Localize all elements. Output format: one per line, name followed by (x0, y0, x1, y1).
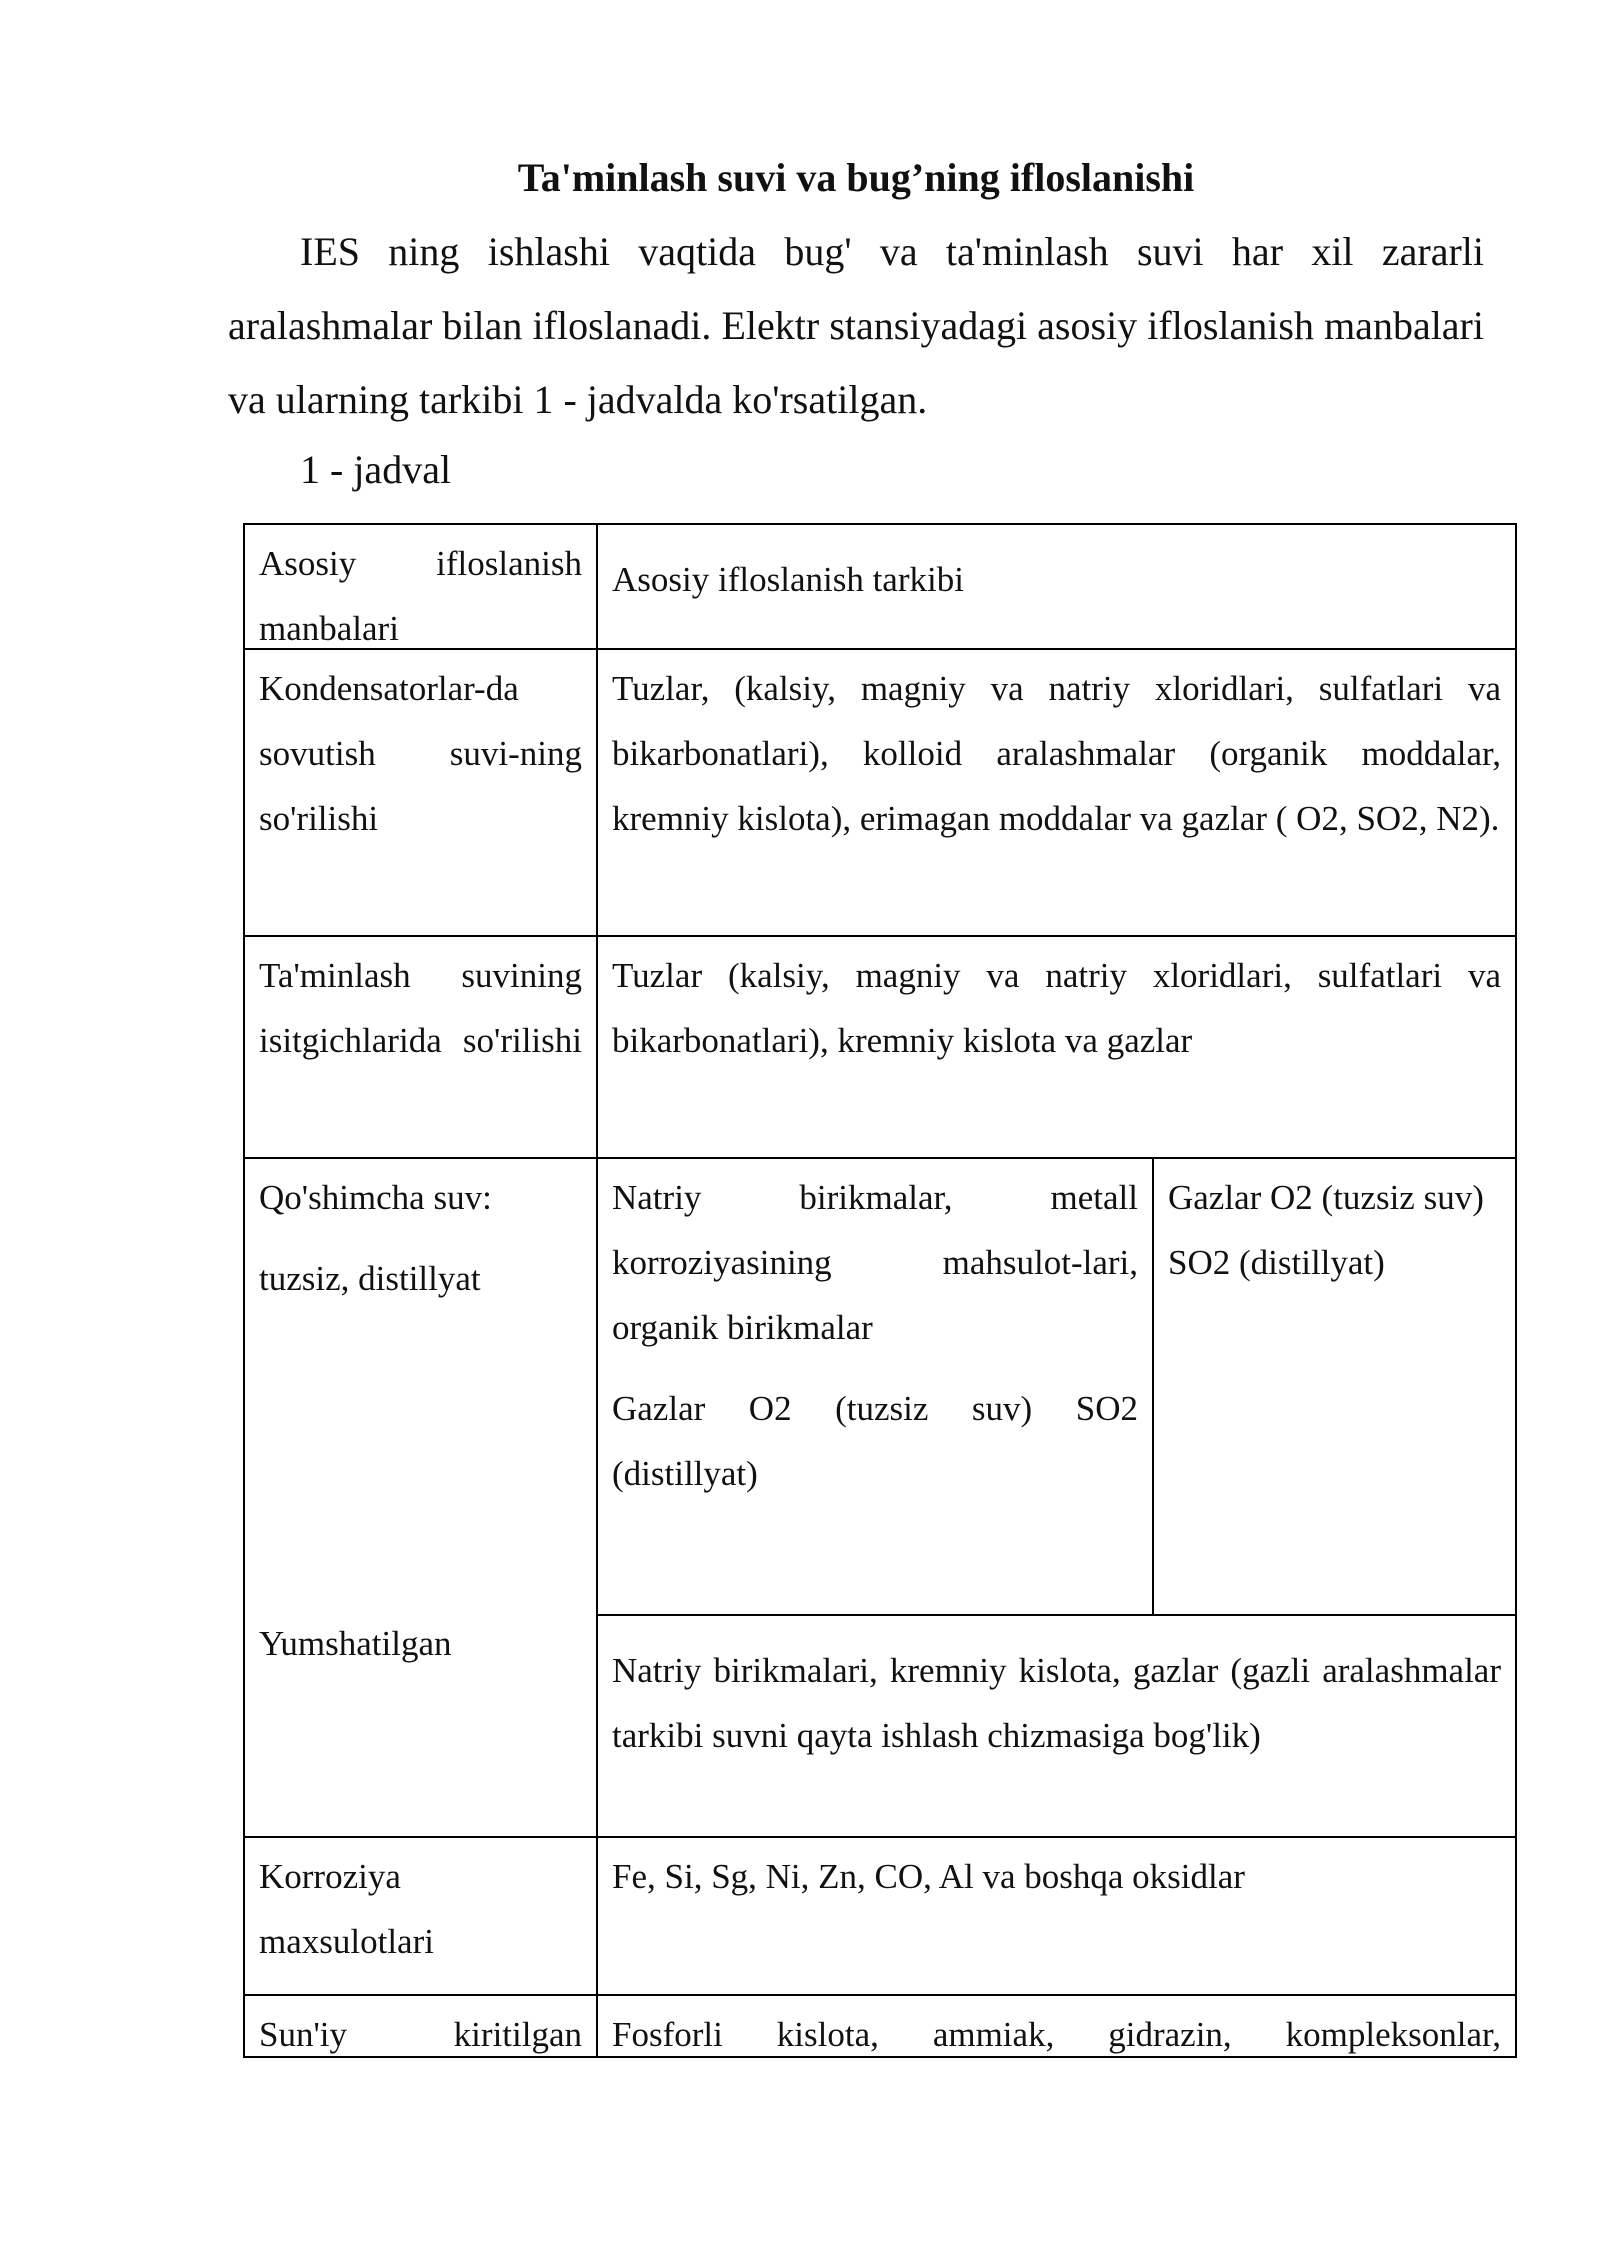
table-row-5-content (596, 1836, 1517, 1996)
row4-source-text: Yumshatilgan (259, 1624, 452, 1663)
row3-source-line1: Qo'shimcha suv: (259, 1178, 492, 1217)
row5-content-text: Fe, Si, Sg, Ni, Zn, CO, Al va boshqa oksidlar (612, 1857, 1245, 1896)
header-col1-text: Asosiy ifloslanish manbalari (259, 544, 582, 648)
row6-source-text: Sun'iy kiritilgan (259, 2015, 582, 2054)
table-row-5-source (243, 1836, 598, 1996)
table-row-2-source (243, 935, 598, 1159)
table-row-1-content (596, 648, 1517, 937)
table-row-6-source (243, 1994, 598, 2058)
document-title: Ta'minlash suvi va bug’ning ifloslanishi (517, 155, 1195, 200)
row2-source-text: Ta'minlash suvining isitgichlarida so'rilishi (259, 956, 582, 1060)
header-col2-text: Asosiy ifloslanish tarkibi (612, 560, 964, 599)
table-row-3-content-right (1152, 1157, 1517, 1616)
table-row-3-content-left (596, 1157, 1154, 1616)
table-row-4-content (596, 1614, 1517, 1838)
table-header-col1 (243, 523, 598, 650)
row4-content-text: Natriy birikmalari, kremniy kislota, gazlar (gazli aralashmalar tarkibi suvni qayta ishlash chizmasiga bog'lik) (612, 1651, 1501, 1755)
row1-source-text: Kondensatorlar-da sovutish suvi-ning so'rilishi (259, 669, 582, 838)
table-header-col2 (596, 523, 1517, 650)
row3-content-left-a: Natriy birikmalar, metall korroziyasining mahsulot-lari, organik birikmalar (612, 1178, 1138, 1347)
row3-source-line2: tuzsiz, distillyat (259, 1259, 481, 1298)
table-row-2-content (596, 935, 1517, 1159)
table-row-3-source (243, 1157, 598, 1838)
table-caption: 1 - jadval (300, 447, 452, 492)
intro-paragraph: IES ning ishlashi vaqtida bug' va ta'minlash suvi har xil zararli aralashmalar bilan ifloslanadi. Elektr stansiyadagi asosiy ifloslanish manbalari va ularning tarkibi 1 - jadvalda ko'rsatilgan. (228, 229, 1484, 422)
row2-content-text: Tuzlar (kalsiy, magniy va natriy xloridlari, sulfatlari va bikarbonatlari), kremniy kislota va gazlar (612, 956, 1501, 1060)
row3-content-right-text: Gazlar O2 (tuzsiz suv) SO2 (distillyat) (1168, 1178, 1484, 1282)
table-row-6-content (596, 1994, 1517, 2058)
row3-content-left-b: Gazlar O2 (tuzsiz suv) SO2 (distillyat) (612, 1389, 1138, 1493)
row6-content-text: Fosforli kislota, ammiak, gidrazin, kompleksonlar, (612, 2015, 1501, 2054)
pollution-table (243, 523, 1517, 2058)
row1-content-text: Tuzlar, (kalsiy, magniy va natriy xloridlari, sulfatlari va bikarbonatlari), kolloid aralashmalar (organik moddalar, kremniy kislota), erimagan moddalar va gazlar ( O2, SO2, N2). (612, 669, 1501, 838)
row5-source-text: Korroziya maxsulotlari (259, 1857, 434, 1961)
table-row-1-source (243, 648, 598, 937)
